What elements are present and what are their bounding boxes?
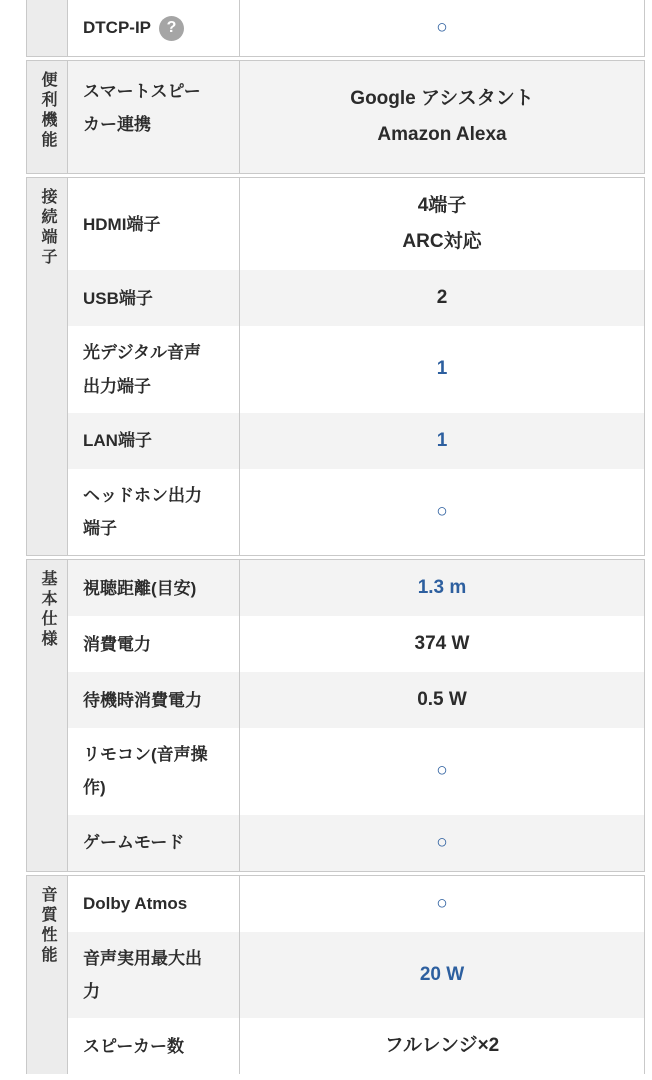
- spec-row: [68, 326, 644, 412]
- spec-section: [26, 60, 645, 174]
- spec-value-cell: [240, 876, 644, 932]
- spec-value-cell: [240, 326, 644, 412]
- category-label: 便利機能: [39, 71, 56, 152]
- spec-value: 2: [436, 287, 448, 309]
- spec-row: [68, 728, 644, 814]
- spec-name-label: Dolby Atmos: [83, 894, 188, 914]
- section-rows: [68, 61, 644, 173]
- spec-name-cell: [68, 876, 240, 932]
- category-cell: [27, 61, 68, 173]
- spec-value-cell: [240, 0, 644, 56]
- category-cell: [27, 0, 68, 56]
- spec-row: [68, 178, 644, 270]
- spec-value: 0.5 W: [417, 689, 467, 711]
- spec-name-cell: [68, 932, 240, 1018]
- spec-value: フルレンジ×2: [384, 1035, 500, 1057]
- spec-value-cell: [240, 728, 644, 814]
- spec-value-line: 4端子: [417, 195, 467, 217]
- spec-name-label: ゲームモード: [83, 833, 185, 853]
- spec-value-cell: [240, 616, 644, 672]
- section-rows: [68, 876, 644, 1074]
- spec-name-label: HDMI端子: [83, 214, 161, 234]
- category-cell: [27, 178, 68, 555]
- spec-value-cell: [240, 672, 644, 728]
- help-icon[interactable]: ?: [159, 16, 184, 41]
- spec-row: [68, 876, 644, 932]
- spec-row: [68, 932, 644, 1018]
- spec-section: [26, 559, 645, 872]
- section-rows: [68, 560, 644, 871]
- spec-row: [68, 469, 644, 555]
- spec-value: ○: [436, 760, 448, 782]
- spec-section: [26, 177, 645, 556]
- spec-row: [68, 61, 644, 173]
- spec-row: [68, 1018, 644, 1074]
- spec-value-cell: [240, 560, 644, 616]
- spec-value-line: Google アシスタント: [350, 88, 534, 109]
- spec-value-cell: [240, 270, 644, 326]
- spec-value-cell: [240, 413, 644, 469]
- spec-value: 1: [436, 358, 448, 380]
- spec-value-cell: [240, 815, 644, 871]
- spec-value: ○: [436, 17, 448, 38]
- spec-value: 1: [436, 429, 448, 451]
- spec-value-cell: [240, 932, 644, 1018]
- category-label: 接続端子: [39, 188, 56, 269]
- spec-value-cell: [240, 1018, 644, 1074]
- spec-name-cell: [68, 1018, 240, 1074]
- section-rows: [68, 0, 644, 56]
- spec-value: 20 W: [419, 963, 465, 985]
- spec-name-cell: [68, 616, 240, 672]
- spec-value: ○: [436, 892, 448, 914]
- spec-section: [26, 0, 645, 57]
- spec-value: 374 W: [414, 633, 470, 655]
- spec-name-label: LAN端子: [83, 431, 152, 451]
- spec-name-label: 消費電力: [83, 634, 151, 654]
- spec-name-label: 待機時消費電力: [83, 690, 202, 710]
- spec-name-cell: [68, 815, 240, 871]
- category-label: 基本仕様: [39, 570, 56, 651]
- spec-name-label: 視聴距離(目安): [83, 578, 197, 598]
- spec-name-cell: [68, 560, 240, 616]
- spec-row: [68, 672, 644, 728]
- spec-value-line: ARC対応: [402, 231, 482, 253]
- spec-name-label: リモコン(音声操作): [83, 745, 208, 798]
- spec-name-label: 音声実用最大出力: [83, 948, 202, 1001]
- spec-name-cell: [68, 61, 240, 173]
- spec-name-cell: [68, 270, 240, 326]
- spec-name-cell: [68, 469, 240, 555]
- spec-value-cell: [240, 61, 644, 173]
- spec-row: [68, 616, 644, 672]
- spec-row: [68, 815, 644, 871]
- section-rows: [68, 178, 644, 555]
- category-cell: [27, 560, 68, 871]
- spec-section: [26, 875, 645, 1074]
- spec-value: 1.3 m: [417, 577, 467, 599]
- category-label: 音質性能: [39, 885, 56, 966]
- spec-row: [68, 270, 644, 326]
- spec-name-cell: [68, 728, 240, 814]
- spec-value-line: Amazon Alexa: [377, 124, 507, 146]
- spec-value: ○: [436, 831, 448, 853]
- spec-value: ○: [436, 500, 448, 522]
- spec-name-cell: [68, 413, 240, 469]
- spec-name-label: 光デジタル音声出力端子: [83, 343, 201, 396]
- spec-name-label: スピーカー数: [83, 1036, 184, 1056]
- spec-name-cell: [68, 326, 240, 412]
- spec-row: [68, 413, 644, 469]
- spec-name-cell: [68, 672, 240, 728]
- spec-name-label: スマートスピーカー連携: [83, 82, 201, 135]
- spec-name-label: USB端子: [83, 288, 153, 308]
- spec-name-label: ヘッドホン出力端子: [83, 485, 202, 538]
- spec-row: [68, 560, 644, 616]
- spec-table: [26, 0, 645, 1074]
- spec-row: [68, 0, 644, 56]
- spec-value-cell: [240, 469, 644, 555]
- spec-name-cell: [68, 178, 240, 270]
- spec-value-cell: [240, 178, 644, 270]
- spec-name-cell: [68, 0, 240, 56]
- category-cell: [27, 876, 68, 1074]
- spec-name-label: DTCP-IP: [83, 18, 151, 38]
